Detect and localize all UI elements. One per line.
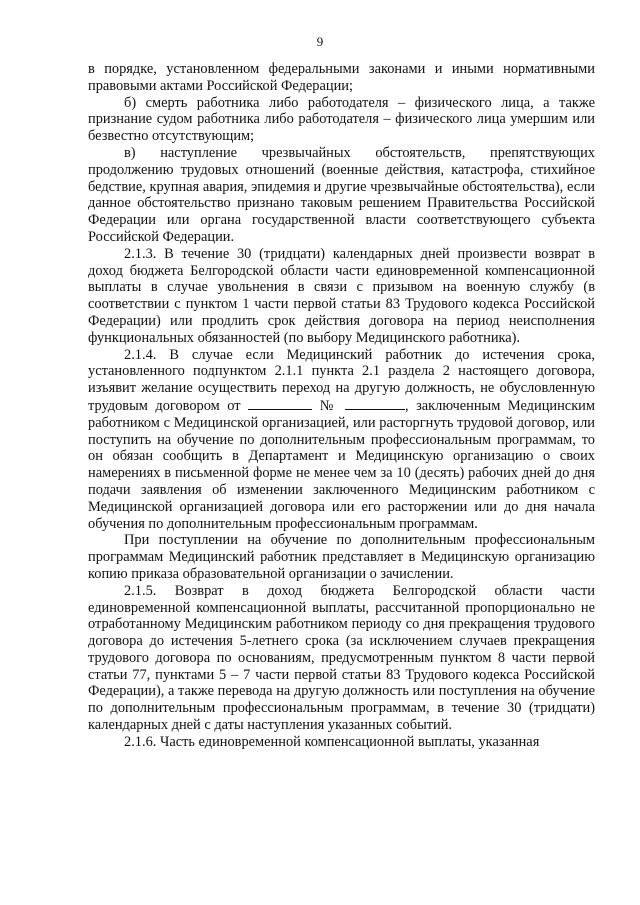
paragraph-2-1-3: 2.1.3. В течение 30 (тридцати) календарных дней произвести возврат в доход бюджета Белгородской области части единовременной компенсационной выплаты в случае увольнения в связи с призывом на военную службу (в соответствии с пунктом 1 части первой статьи 83 Трудового кодекса Российской Федерации) или продлить срок действия договора на период неисполнения функциональных обязанностей (по выбору Медицинского работника). [88, 245, 595, 346]
paragraph-item-v: в) наступление чрезвычайных обстоятельств, препятствующих продолжению трудовых отношений (военные действия, катастрофа, стихийное бедствие, крупная авария, эпидемия и другие чрезвычайные обстоятельства), если данное обстоятельство признано таковым решением Правительства Российской Федерации или органа государственной власти соответствующего субъекта Российской Федерации. [88, 144, 595, 245]
paragraph-2-1-5: 2.1.5. Возврат в доход бюджета Белгородской области части единовременной компенсационной выплаты, рассчитанной пропорционально не отработанному Медицинским работником периоду со дня прекращения трудового договора до истечения 5-летнего срока (за исключением случаев прекращения трудового договора по основаниям, предусмотренным пунктом 8 части первой статьи 77, пунктами 5 – 7 части первой статьи 83 Трудового кодекса Российской Федерации), а также перевода на другую должность или поступления на обучение по дополнительным профессиональным программам, в течение 30 (тридцати) календарных дней с даты наступления указанных событий. [88, 582, 595, 734]
number-sign: № [312, 397, 345, 414]
paragraph-2-1-4 [88, 347, 595, 533]
paragraph-2-1-6: 2.1.6. Часть единовременной компенсационной выплаты, указанная [124, 733, 540, 750]
paragraph-item-b: б) смерть работника либо работодателя – физического лица, а также признание судом работника либо работодателя – физического лица умершим или безвестно отсутствующим; [88, 94, 595, 145]
paragraph-2-1-4-rest: , заключенным Медицинским работником с Медицинской организацией, или расторгнуть трудовой договор, или поступить на обучение по дополнительным профессиональным программам, то он обязан сообщить в Департамент и Медицинскую организацию о своих намерениях в письменной форме не менее чем за 10 (десять) рабочих дней до дня подачи заявления об изменении заключенного Медицинским работником с Медицинской организацией договора или его расторжении или до дня начала обучения по дополнительным профессиональным программам. [88, 397, 595, 532]
paragraph-continuation: в порядке, установленном федеральными законами и иными нормативными правовыми актами Российской Федерации; [88, 61, 595, 94]
document-body [88, 61, 595, 751]
contract-date-blank [248, 397, 312, 410]
paragraph-enrollment: При поступлении на обучение по дополнительным профессиональным программам Медицинский работник представляет в Медицинскую организацию копию приказа образовательной организации о зачислении. [88, 532, 595, 582]
contract-number-blank [345, 397, 405, 410]
page-number: 9 [316, 34, 324, 49]
paragraph-2-1-4-intro: 2.1.4. В случае если Медицинский работник до истечения срока, установленного подпунктом 2.1.1 пункта 2.1 раздела 2 настоящего договора, изъявит желание осуществить переход на другую должность, не обусловленную трудовым договором от [88, 346, 595, 414]
